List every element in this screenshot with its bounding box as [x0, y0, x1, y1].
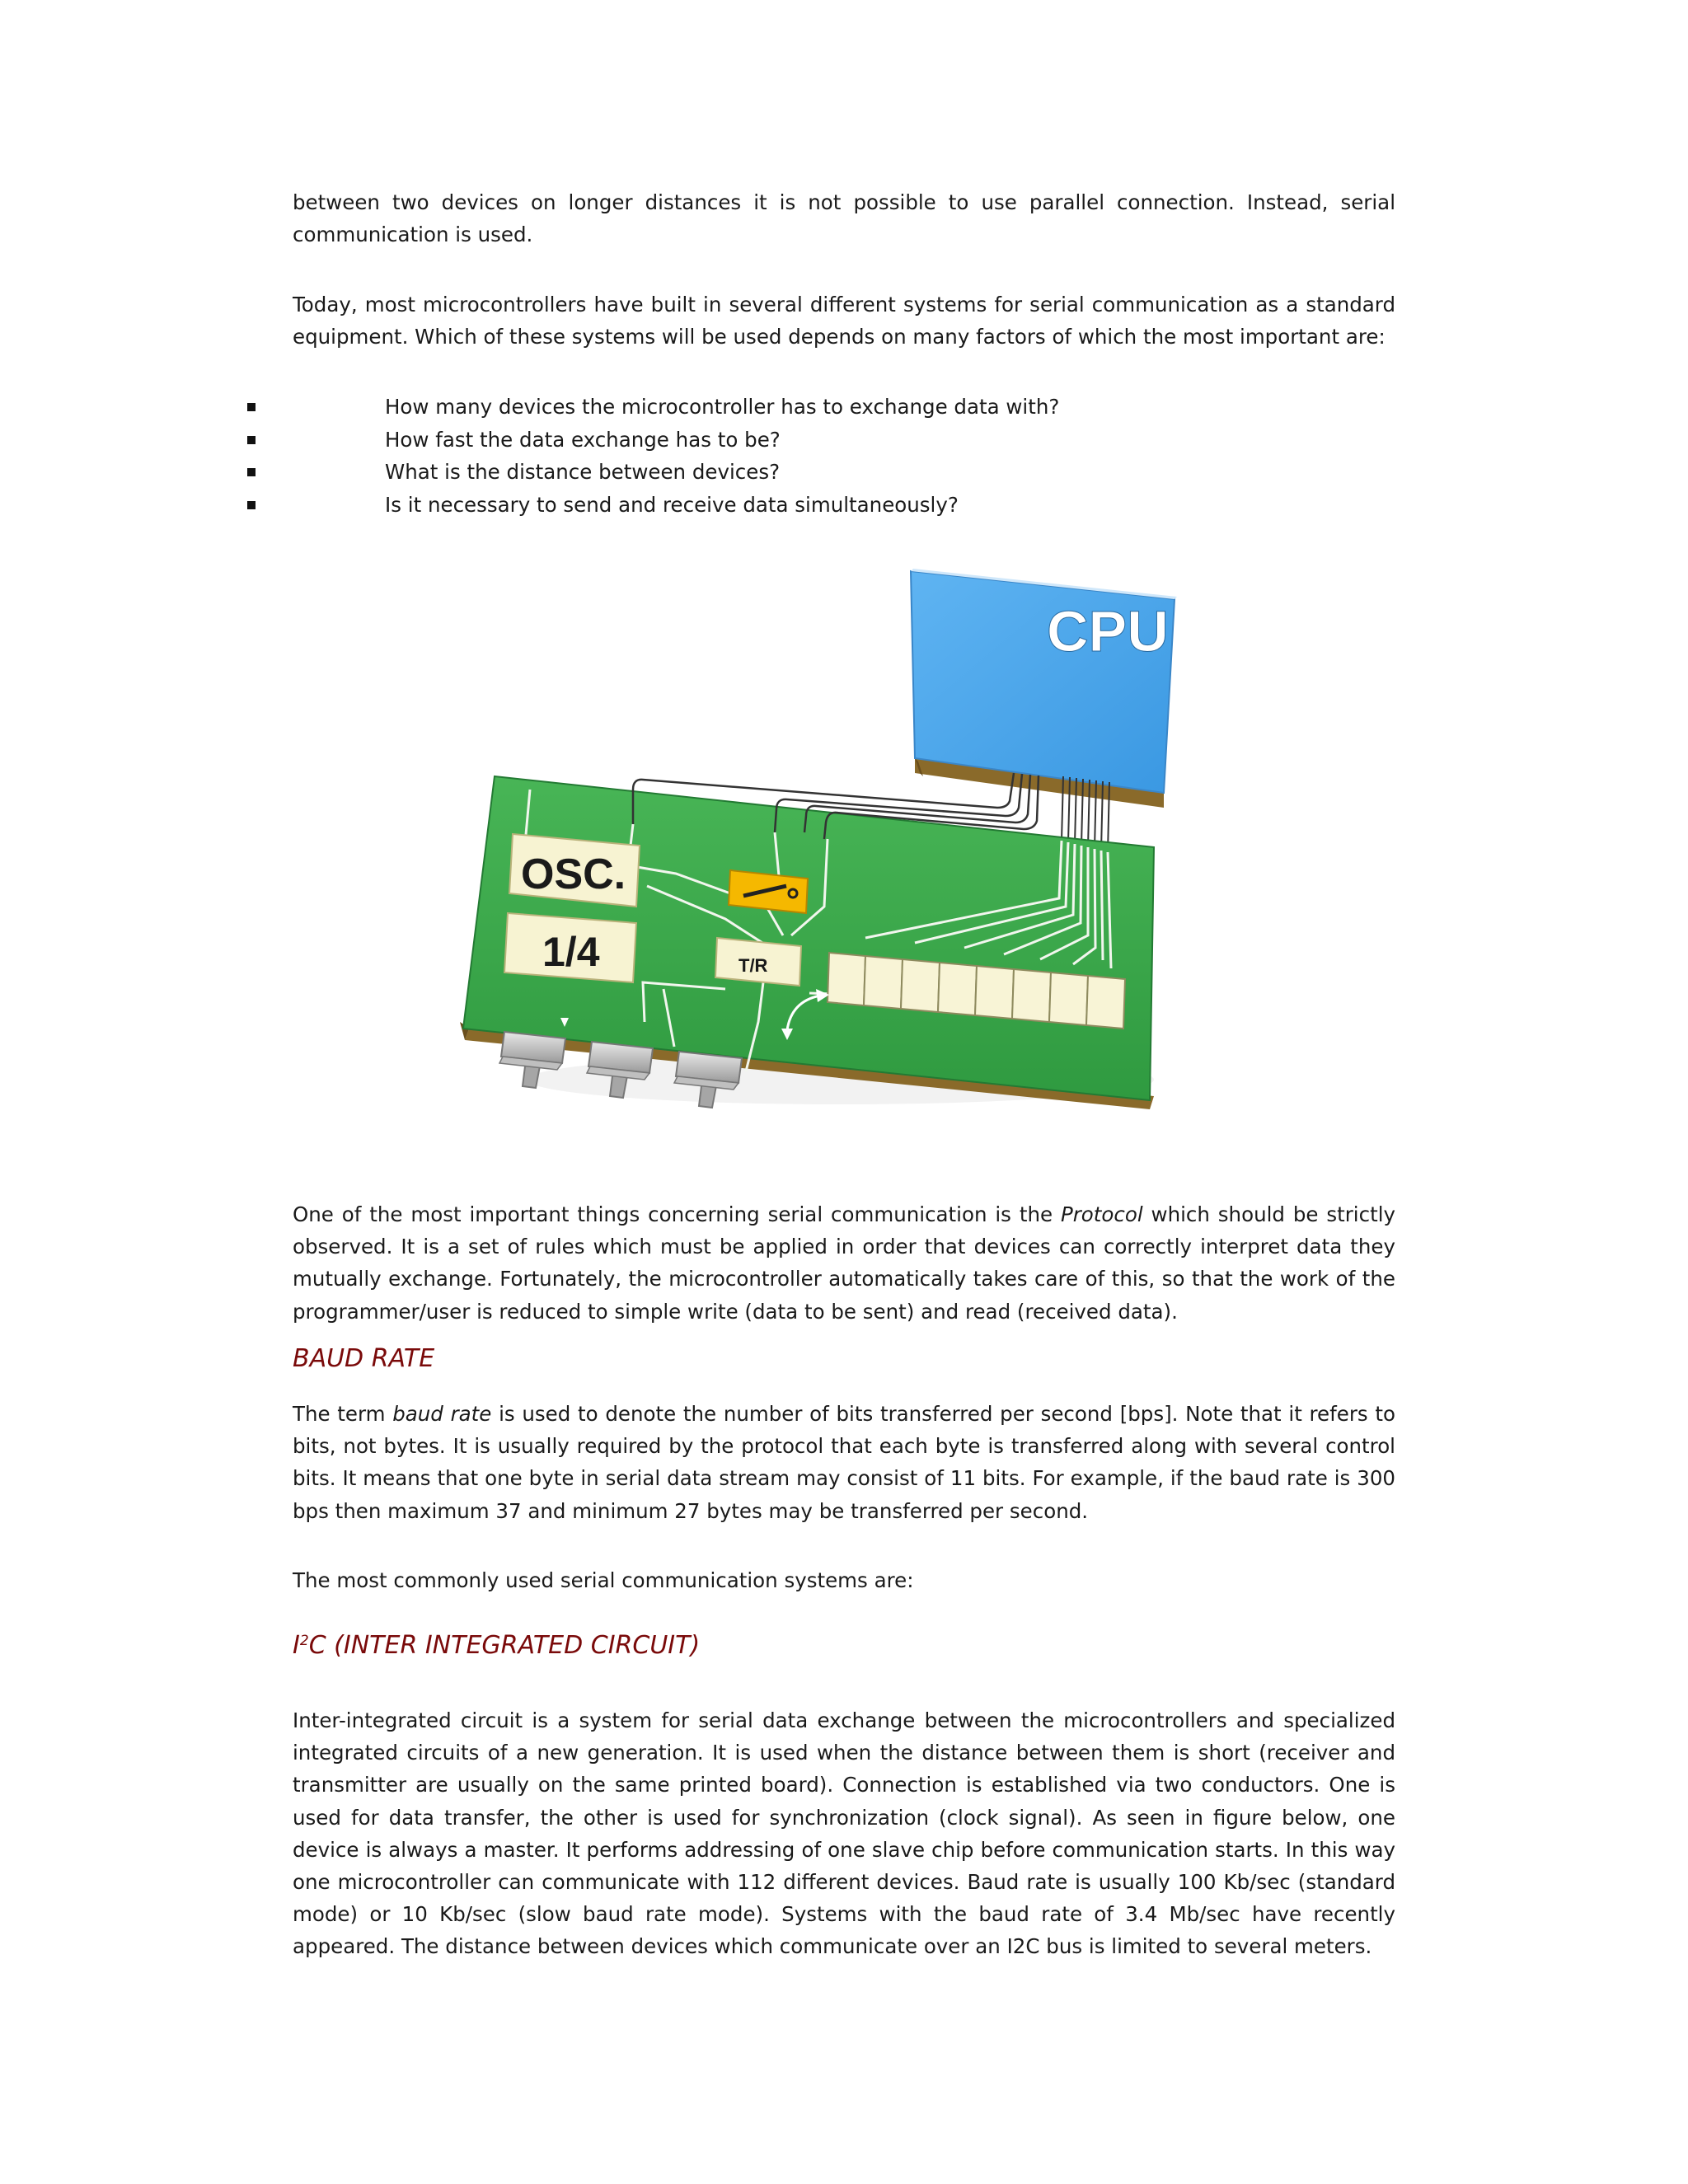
protocol-term: Protocol: [1060, 1202, 1143, 1226]
tr-block: [715, 938, 801, 986]
paragraph-intro: between two devices on longer distances it is not possible to use parallel connection. Instead, serial communication is used.: [293, 190, 1395, 247]
paragraph-protocol: One of the most important things concerning serial communication is the Protocol which should be strictly observed. It is a set of rules which must be applied in order that devices can correctly interpret data they mutually exchange. Fortunately, the microcontroller automatically takes care of this, so that the work of the programmer/user is reduced to simple write (data to be sent) and read (received data).: [293, 1202, 1396, 1324]
square-bullet-icon: [247, 468, 256, 476]
divider-label: 1/4: [542, 929, 600, 975]
paragraph-today: Today, most microcontrollers have built in several different systems for serial communication as a standard equipment. Which of these systems will be used depends on many factors of which the most important are:: [293, 293, 1395, 349]
paragraph-baud-rate: The term baud rate is used to denote the number of bits transferred per second [bps]. Note that it refers to bits, not bytes. It is usually required by the protocol that each byte is transferred along with several control bits. It means that one byte in serial data stream may consist of 11 bits. For example, if the baud rate is 300 bps then maximum 37 and minimum 27 bytes may be transferred per second.: [293, 1402, 1395, 1523]
heading-i2c: $I^2C$ (INTER INTEGRATED CIRCUIT): [293, 1631, 701, 1660]
tr-label: T/R: [738, 955, 768, 976]
osc-label: OSC.: [521, 851, 626, 898]
paragraph-common-systems: The most commonly used serial communication systems are:: [293, 1568, 914, 1592]
list-item: What is the distance between devices?: [0, 456, 1688, 489]
serial-communication-diagram: [453, 560, 1212, 1121]
list-item: How many devices the microcontroller has to exchange data with?: [0, 391, 1688, 424]
cpu-chip: [911, 569, 1177, 808]
square-bullet-icon: [247, 501, 256, 509]
baud-rate-term: baud rate: [392, 1402, 492, 1426]
cpu-label: CPU: [1047, 599, 1169, 663]
factors-list: [0, 391, 1688, 521]
list-item: Is it necessary to send and receive data simultaneously?: [0, 489, 1688, 522]
square-bullet-icon: [247, 403, 256, 411]
divider-block: [504, 913, 636, 982]
paragraph-i2c: Inter-integrated circuit is a system for serial data exchange between the microcontrollers and specialized integrated circuits of a new generation. It is used when the distance between them is short (receiver and transmitter are usually on the same printed board). Connection is established via two conductors. One is used for data transfer, the other is used for synchronization (clock signal). As seen in figure below, one device is always a master. It performs addressing of one slave chip before communication starts. In this way one microcontroller can communicate with 112 different devices. Baud rate is usually 100 Kb/sec (standard mode) or 10 Kb/sec (slow baud rate mode). Systems with the baud rate of 3.4 Mb/sec have recently appeared. The distance between devices which communicate over an I2C bus is limited to several meters.: [293, 1708, 1395, 1959]
switch-icon: [729, 870, 808, 913]
heading-baud-rate: BAUD RATE: [293, 1344, 435, 1373]
square-bullet-icon: [247, 436, 256, 444]
list-item: How fast the data exchange has to be?: [0, 424, 1688, 457]
osc-block: [509, 834, 640, 907]
